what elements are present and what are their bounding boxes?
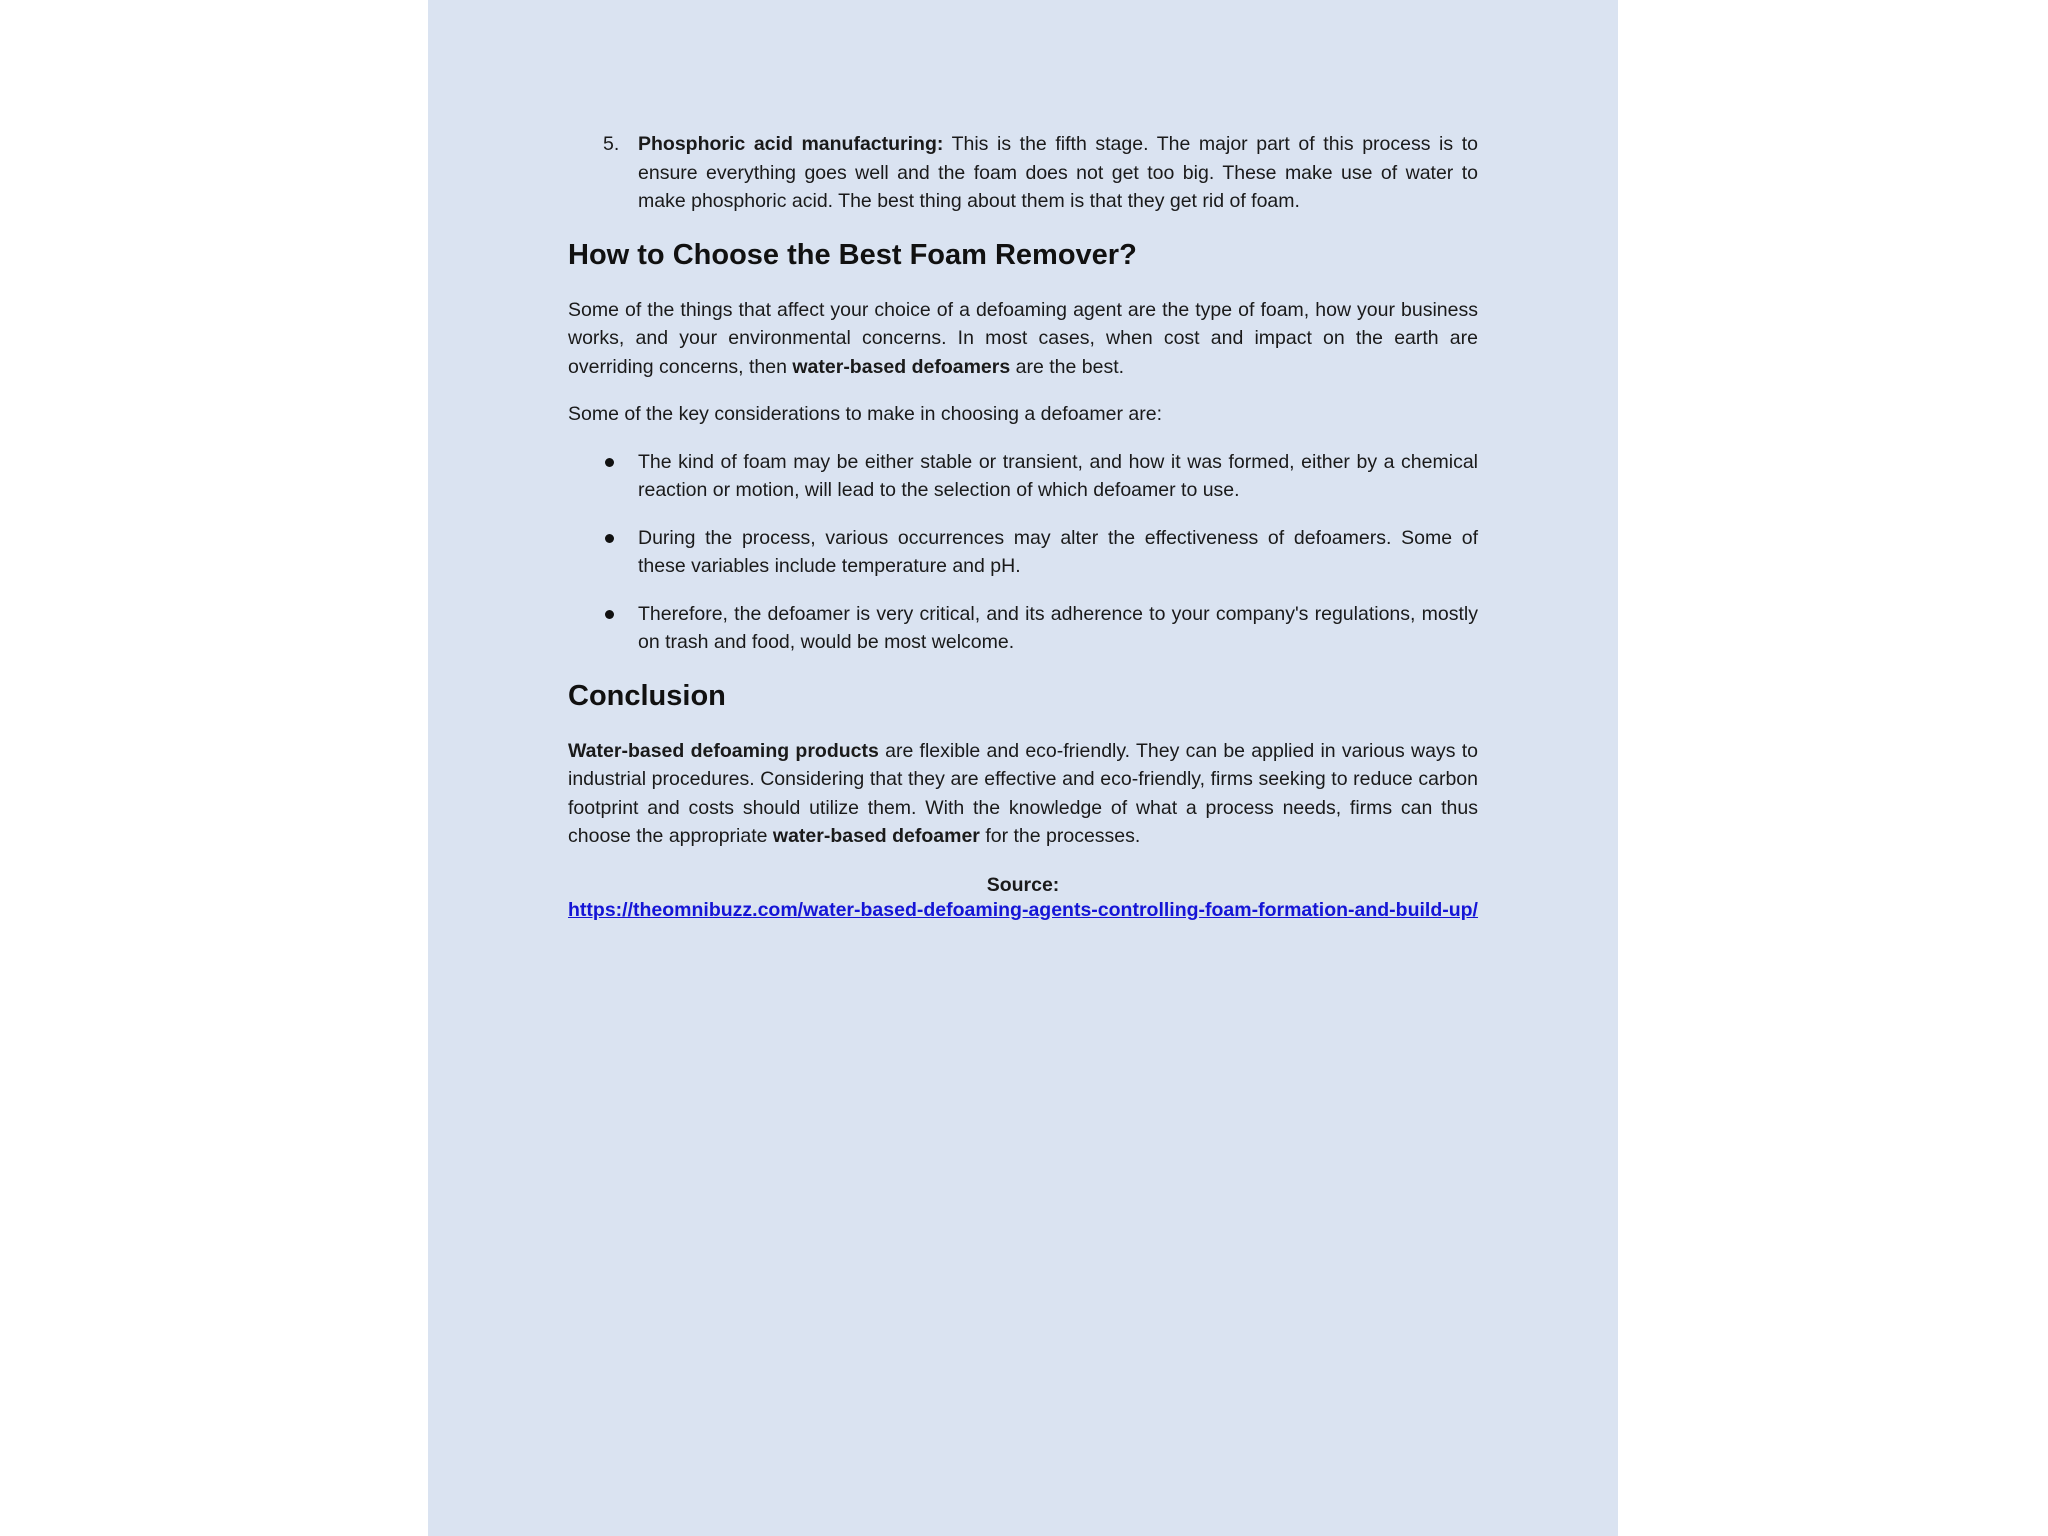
- bullet-icon: [605, 534, 614, 543]
- list-item-text: During the process, various occurrences may alter the effectiveness of defoamers. Some of these variables include temperature and pH.: [638, 526, 1478, 577]
- paragraph-text: Some of the things that affect your choice of a defoaming agent are the type of foam, how your business works, and your environmental concerns. In most cases, when cost and impact on the earth are overriding concerns, then: [568, 298, 1478, 378]
- source-link[interactable]: https://theomnibuzz.com/water-based-defoaming-agents-controlling-foam-formation-and-build-up/: [568, 898, 1478, 921]
- paragraph-text: are the best.: [1010, 355, 1125, 378]
- bold-term: water-based defoamer: [772, 825, 980, 847]
- considerations-list: [568, 448, 1478, 657]
- list-item: [568, 448, 1478, 505]
- bullet-icon: [605, 458, 614, 467]
- paragraph-text: are flexible and eco-friendly. They can be applied in various ways to industrial procedures. Considering that they are effective and eco-friendly, firms seeking to reduce carbon footprint and costs should utilize them. With the knowledge of what a process needs, firms can thus choose the appropriate: [568, 739, 1478, 847]
- bold-term: Water-based defoaming products: [568, 739, 879, 762]
- paragraph-choice-factors: [568, 296, 1478, 382]
- paragraph-key-considerations: Some of the key considerations to make in choosing a defoamer are:: [568, 403, 1162, 425]
- list-item-text: Therefore, the defoamer is very critical, and its adherence to your company's regulations, mostly on trash and food, would be most welcome.: [638, 602, 1478, 653]
- list-item: [568, 600, 1478, 657]
- paragraph-text: for the processes.: [979, 825, 1141, 847]
- list-item-text: The kind of foam may be either stable or transient, and how it was formed, either by a chemical reaction or motion, will lead to the selection of which defoamer to use.: [638, 450, 1478, 501]
- heading-conclusion: Conclusion: [568, 679, 726, 712]
- document-content: [568, 130, 1478, 923]
- item-title: Phosphoric acid manufacturing:: [638, 133, 944, 155]
- bullet-icon: [605, 610, 614, 619]
- bold-term: water-based defoamers: [792, 355, 1011, 378]
- list-number: 5.: [603, 133, 620, 155]
- item-text: This is the fifth stage. The major part of this process is to ensure everything goes well and the foam does not get too big. These make use of water to make phosphoric acid. The best thing about them is that they get rid of foam.: [638, 133, 1478, 212]
- heading-choose-foam-remover: How to Choose the Best Foam Remover?: [568, 238, 1137, 271]
- document-page: [428, 0, 1618, 1536]
- list-item: [568, 524, 1478, 581]
- source-label: Source:: [986, 873, 1060, 896]
- source-block: [568, 873, 1478, 923]
- numbered-list-item: [568, 130, 1478, 216]
- paragraph-conclusion: [568, 737, 1478, 851]
